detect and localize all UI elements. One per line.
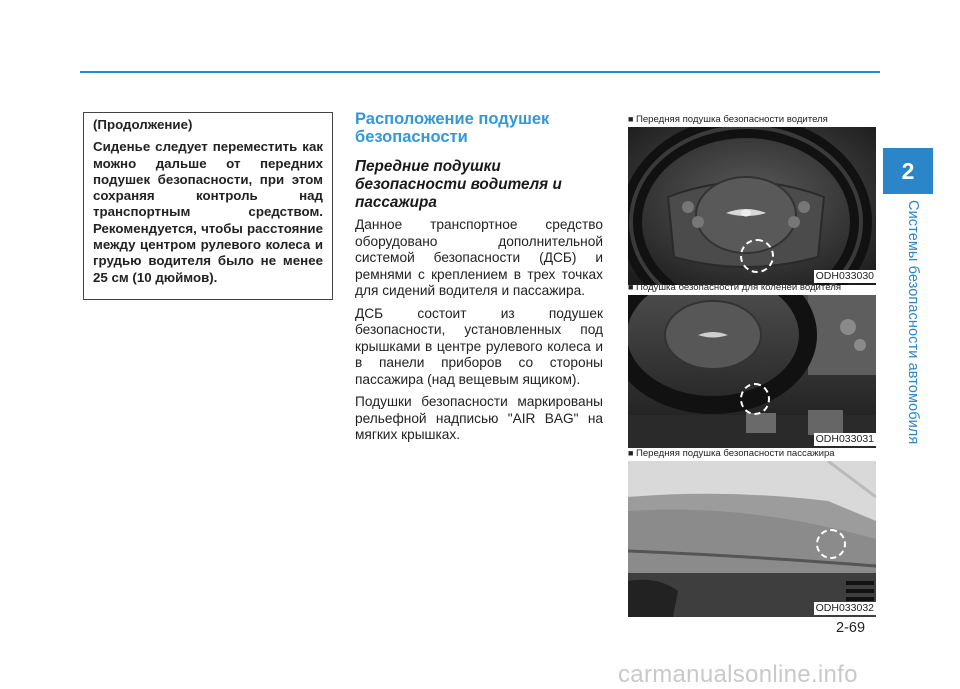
airbag-location-marker (816, 529, 846, 559)
passenger-airbag-photo (628, 461, 876, 617)
knee-area-image (628, 295, 876, 448)
figure-passenger-airbag (628, 448, 876, 617)
paragraph: Данное транспортное средство оборудовано дополнительной системой безопасности (ДСБ) и ремнями с креплением в трех точках для сидений водителя и пассажира. (355, 217, 603, 298)
figure-knee-airbag (628, 282, 876, 448)
note-text: Сиденье следует переместить как можно дальше от передних подушек безопасности, при этом сохраняя контроль над транспортным средством. Рекомендуется, чтобы расстояние между центром рулевого колеса и грудью водителя было не менее 25 см (10 дюймов). (93, 139, 323, 285)
driver-airbag-photo (628, 127, 876, 285)
note-heading: (Продолжение) (93, 117, 193, 132)
page-number: 2-69 (836, 620, 866, 636)
figure-caption: ■ Передняя подушка безопасности водителя (628, 114, 876, 125)
paragraph: ДСБ состоит из подушек безопасности, установленных под крышками в центре рулевого колеса и в панели приборов со стороны пассажира (над вещевым ящиком). (355, 305, 603, 387)
chapter-title: Системы безопасности автомобиля (905, 200, 921, 445)
figure-code: ODH033030 (815, 270, 874, 282)
watermark: carmanualsonline.info (618, 661, 858, 688)
subsection-heading: Передние подушки безопасности водителя и пассажира (355, 158, 562, 211)
paragraph: Подушки безопасности маркированы рельефной надписью "AIR BAG" на мягких крышках. (355, 394, 603, 442)
knee-airbag-photo (628, 295, 876, 448)
continuation-note-box (83, 112, 333, 300)
figure-caption: ■ Передняя подушка безопасности пассажира (628, 448, 876, 459)
airbag-location-marker (740, 239, 774, 273)
figure-code: ODH033032 (815, 602, 874, 614)
chapter-number-tab: 2 (883, 148, 933, 194)
section-heading: Расположение подушек безопасности (355, 110, 550, 146)
header-rule (80, 71, 880, 73)
figure-caption: ■ Подушка безопасности для коленей водителя (628, 282, 876, 293)
main-column (355, 110, 603, 450)
figure-driver-airbag (628, 114, 876, 285)
figure-code: ODH033031 (815, 433, 874, 445)
airbag-location-marker (740, 383, 770, 415)
